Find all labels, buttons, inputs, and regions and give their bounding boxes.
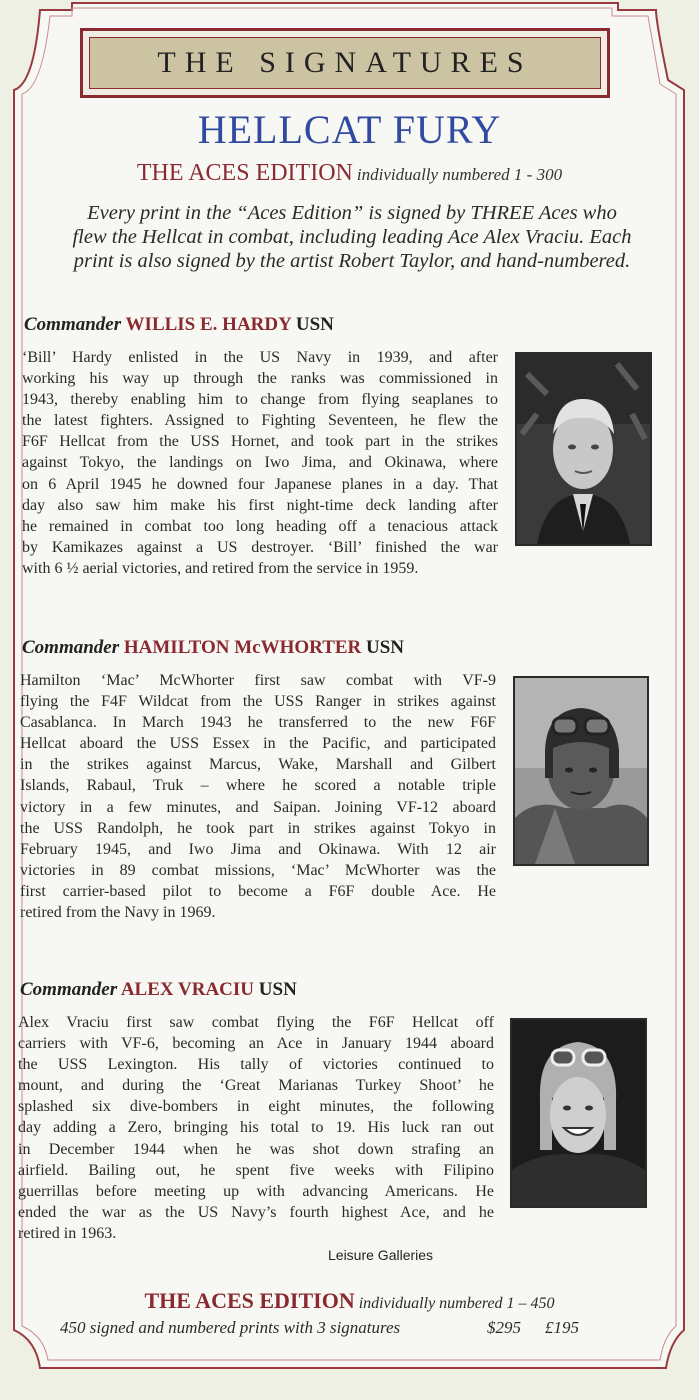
bio-line: day adding a Zero, bringing his total to 19. His luck ran out [18,1119,494,1137]
bio-line: mount, and during the ‘Great Marianas Turkey Shoot’ he [18,1077,494,1095]
bio-line: first carrier-based pilot to become a F6F double Ace. He [20,882,496,900]
edition-numbering: individually numbered 1 - 300 [356,165,563,184]
edition-heading [0,160,699,187]
intro-line: print is also signed by the artist Robert Taylor, and hand-numbered. [73,250,631,272]
footer-edition-name: THE ACES EDITION [144,1288,355,1313]
pilot-service: USN [295,314,334,335]
print-title: HELLCAT FURY [197,107,502,152]
pilot-heading-vraciu [20,979,297,1001]
pilot-rank: Commander [20,979,118,1000]
footer-edition-heading [0,1288,699,1314]
bio-line: F6F Hellcat from the USS Hornet, and took part in the strikes [22,433,498,451]
pilot-name: HAMILTON McWHORTER [123,637,362,658]
bio-line: working his way up through the ranks was commissioned in [22,370,498,388]
bio-line: against Tokyo, the landings on Iwo Jima, and Okinawa, where [22,454,498,472]
edition-name: THE ACES EDITION [136,160,353,186]
bio-line: Hellcat aboard the USS Essex in the Pacific, and participated [20,735,496,753]
bio-line: day also saw him make his first night-time deck landing after [22,496,498,514]
bio-line: ‘Bill’ Hardy enlisted in the US Navy in 1939, and after [22,349,498,366]
bio-line: airfield. Bailing out, he spent five weeks with Filipino [18,1161,494,1179]
portrait-photo-vraciu [510,1018,647,1208]
bio-line: victories in 89 combat missions, ‘Mac’ McWhorter was the [20,861,496,879]
bio-line: retired from the Navy in 1969. [20,904,216,922]
banner-inner-panel [89,37,601,89]
pilot-bio-mcwhorter [20,670,496,923]
bio-line: guerrillas before meeting up with advancing Americans. He [18,1182,494,1200]
pilot-service: USN [258,979,297,1000]
portrait-photo-mcwhorter [513,676,649,866]
bio-line: the latest fighters. Assigned to Fighting Seventeen, he flew the [22,412,498,430]
bio-line: in the strikes against Marcus, Wake, Marshall and Gilbert [20,756,496,774]
pilot-rank: Commander [24,314,122,335]
bio-line: splashed six dive-bombers in eight minutes, the following [18,1098,494,1116]
footer-description: 450 signed and numbered prints with 3 signatures [60,1318,401,1337]
portrait-photo-hardy [515,352,652,546]
pilot-bio-vraciu [18,1012,494,1244]
intro-line: Every print in the “Aces Edition” is signed by THREE Aces who [87,202,617,224]
bio-line: on 6 April 1945 he downed four Japanese planes in a day. That [22,475,498,493]
footer-edition-numbering: individually numbered 1 – 450 [358,1295,555,1312]
pilot-heading-hardy [24,314,334,336]
bio-line: by Kamikazes against a US destroyer. ‘Bill’ finished the war [22,538,498,556]
bio-line: victory in a few minutes, and Saipan. Joining VF-12 aboard [20,798,496,816]
pilot-rank: Commander [22,637,120,658]
bio-line: ended the war as the US Navy’s fourth highest Ace, and he [18,1203,494,1221]
bio-line: carriers with VF-6, becoming an Ace in January 1944 aboard [18,1035,494,1053]
bio-line: the USS Randolph, he took part in strikes against Tokyo in [20,819,496,837]
intro-paragraph [22,201,682,273]
bio-line: the USS Lexington. His tally of victories continued to [18,1056,494,1074]
bio-line: Hamilton ‘Mac’ McWhorter first saw combat with VF-9 [20,672,496,689]
bio-line: retired in 1963. [18,1224,117,1242]
bio-line: Alex Vraciu first saw combat flying the F6F Hellcat off [18,1014,494,1031]
price-gbp: £195 [545,1318,579,1337]
pilot-heading-mcwhorter [22,637,404,659]
bio-line: in December 1944 when he was shot down strafing an [18,1140,494,1158]
gallery-watermark: Leisure Galleries [328,1247,434,1263]
bio-line: flying the F4F Wildcat from the USS Ranger in strikes against [20,693,496,711]
bio-line: he remained in combat too long heading off a tenacious attack [22,517,498,535]
signatures-banner [80,28,610,98]
bio-line: Islands, Rabaul, Truk – where he scored a notable triple [20,777,496,795]
pilot-bio-hardy [22,347,498,579]
bio-line: with 6 ½ aerial victories, and retired from the service in 1959. [22,559,419,577]
pilot-name: ALEX VRACIU [120,979,255,1000]
price-usd: $295 [487,1318,521,1337]
pilot-service: USN [366,637,405,658]
bio-line: February 1945, and Iwo Jima and Okinawa. With 12 air [20,840,496,858]
intro-line: flew the Hellcat in combat, including leading Ace Alex Vraciu. Each [72,226,632,248]
bio-line: Casablanca. In March 1943 he transferred to the new F6F [20,714,496,732]
banner-label: THE SIGNATURES [157,46,533,79]
pilot-name: WILLIS E. HARDY [125,314,292,335]
bio-line: 1943, thereby enabling him to change from flying seaplanes to [22,391,498,409]
